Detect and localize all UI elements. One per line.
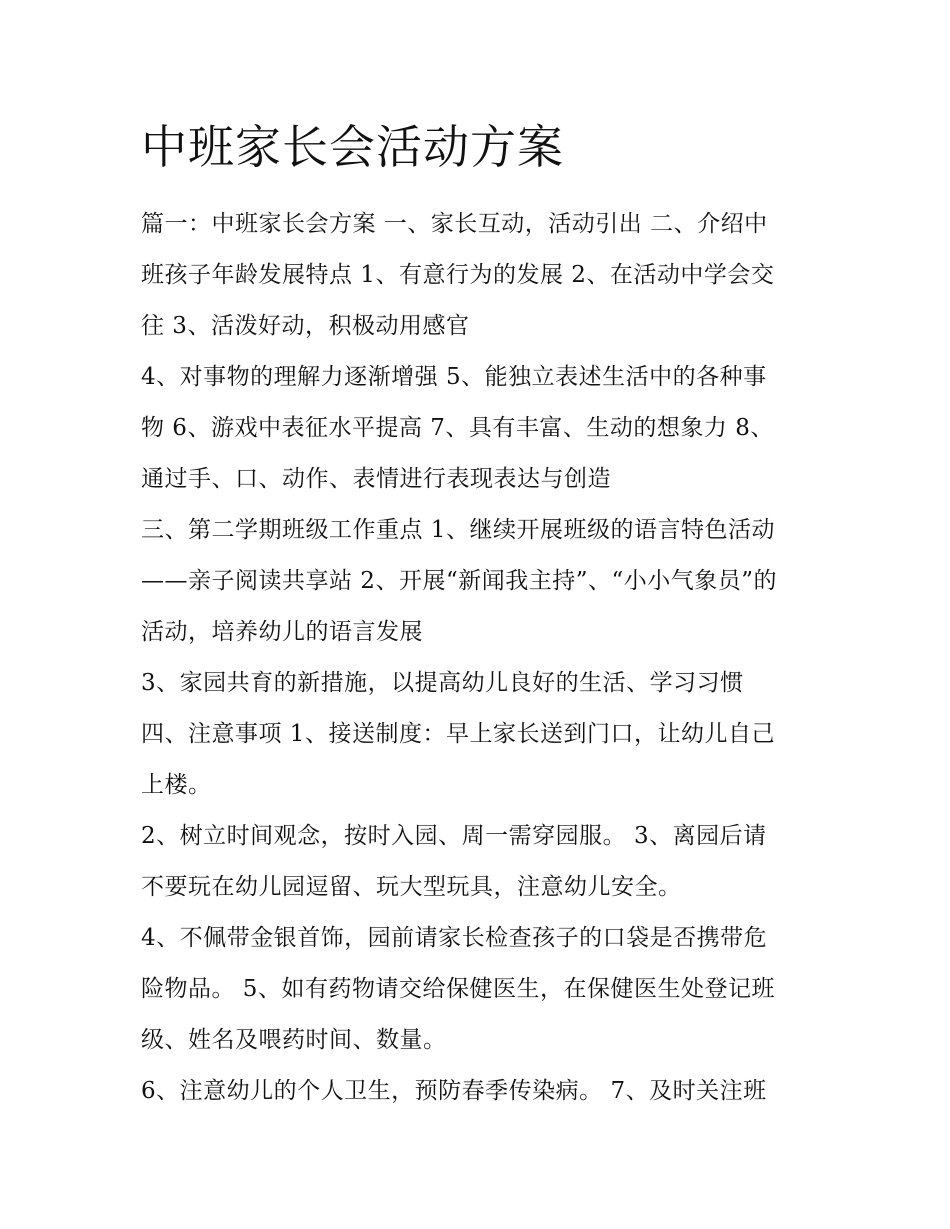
body-line: 不要玩在幼儿园逗留、玩大型玩具，注意幼儿安全。: [141, 874, 682, 900]
body-line: 四、注意事项 1、接送制度：早上家长送到门口，让幼儿自己: [141, 721, 775, 747]
body-line: ——亲子阅读共享站 2、开展“新闻我主持”、“小小气象员”的: [141, 568, 777, 594]
body-line: 4、对事物的理解力逐渐增强 5、能独立表述生活中的各种事: [141, 364, 767, 390]
body-line: 上楼。: [141, 772, 212, 798]
document-body: [141, 199, 821, 1117]
body-line: 6、注意幼儿的个人卫生，预防春季传染病。 7、及时关注班: [141, 1078, 767, 1104]
body-line: 班孩子年龄发展特点 1、有意行为的发展 2、在活动中学会交: [141, 262, 775, 288]
body-line: 4、不佩带金银首饰，园前请家长检查孩子的口袋是否携带危: [141, 925, 768, 951]
body-line: 3、家园共育的新措施，以提高幼儿良好的生活、学习习惯: [141, 670, 744, 696]
body-line: 通过手、口、动作、表情进行表现表达与创造: [141, 466, 611, 492]
body-line: 往 3、活泼好动，积极动用感官: [141, 313, 470, 339]
document-title: 中班家长会活动方案: [141, 120, 564, 174]
body-line: 险物品。 5、如有药物请交给保健医生，在保健医生处登记班: [141, 976, 775, 1002]
body-line: 活动，培养幼儿的语言发展: [141, 619, 423, 645]
body-line: 级、姓名及喂药时间、数量。: [141, 1027, 447, 1053]
body-line: 三、第二学期班级工作重点 1、继续开展班级的语言特色活动: [141, 517, 775, 543]
body-line: 篇一：中班家长会方案 一、家长互动，活动引出 二、介绍中: [141, 211, 768, 237]
body-line: 物 6、游戏中表征水平提高 7、具有丰富、生动的想象力 8、: [141, 415, 774, 441]
body-line: 2、树立时间观念，按时入园、周一需穿园服。 3、离园后请: [141, 823, 767, 849]
